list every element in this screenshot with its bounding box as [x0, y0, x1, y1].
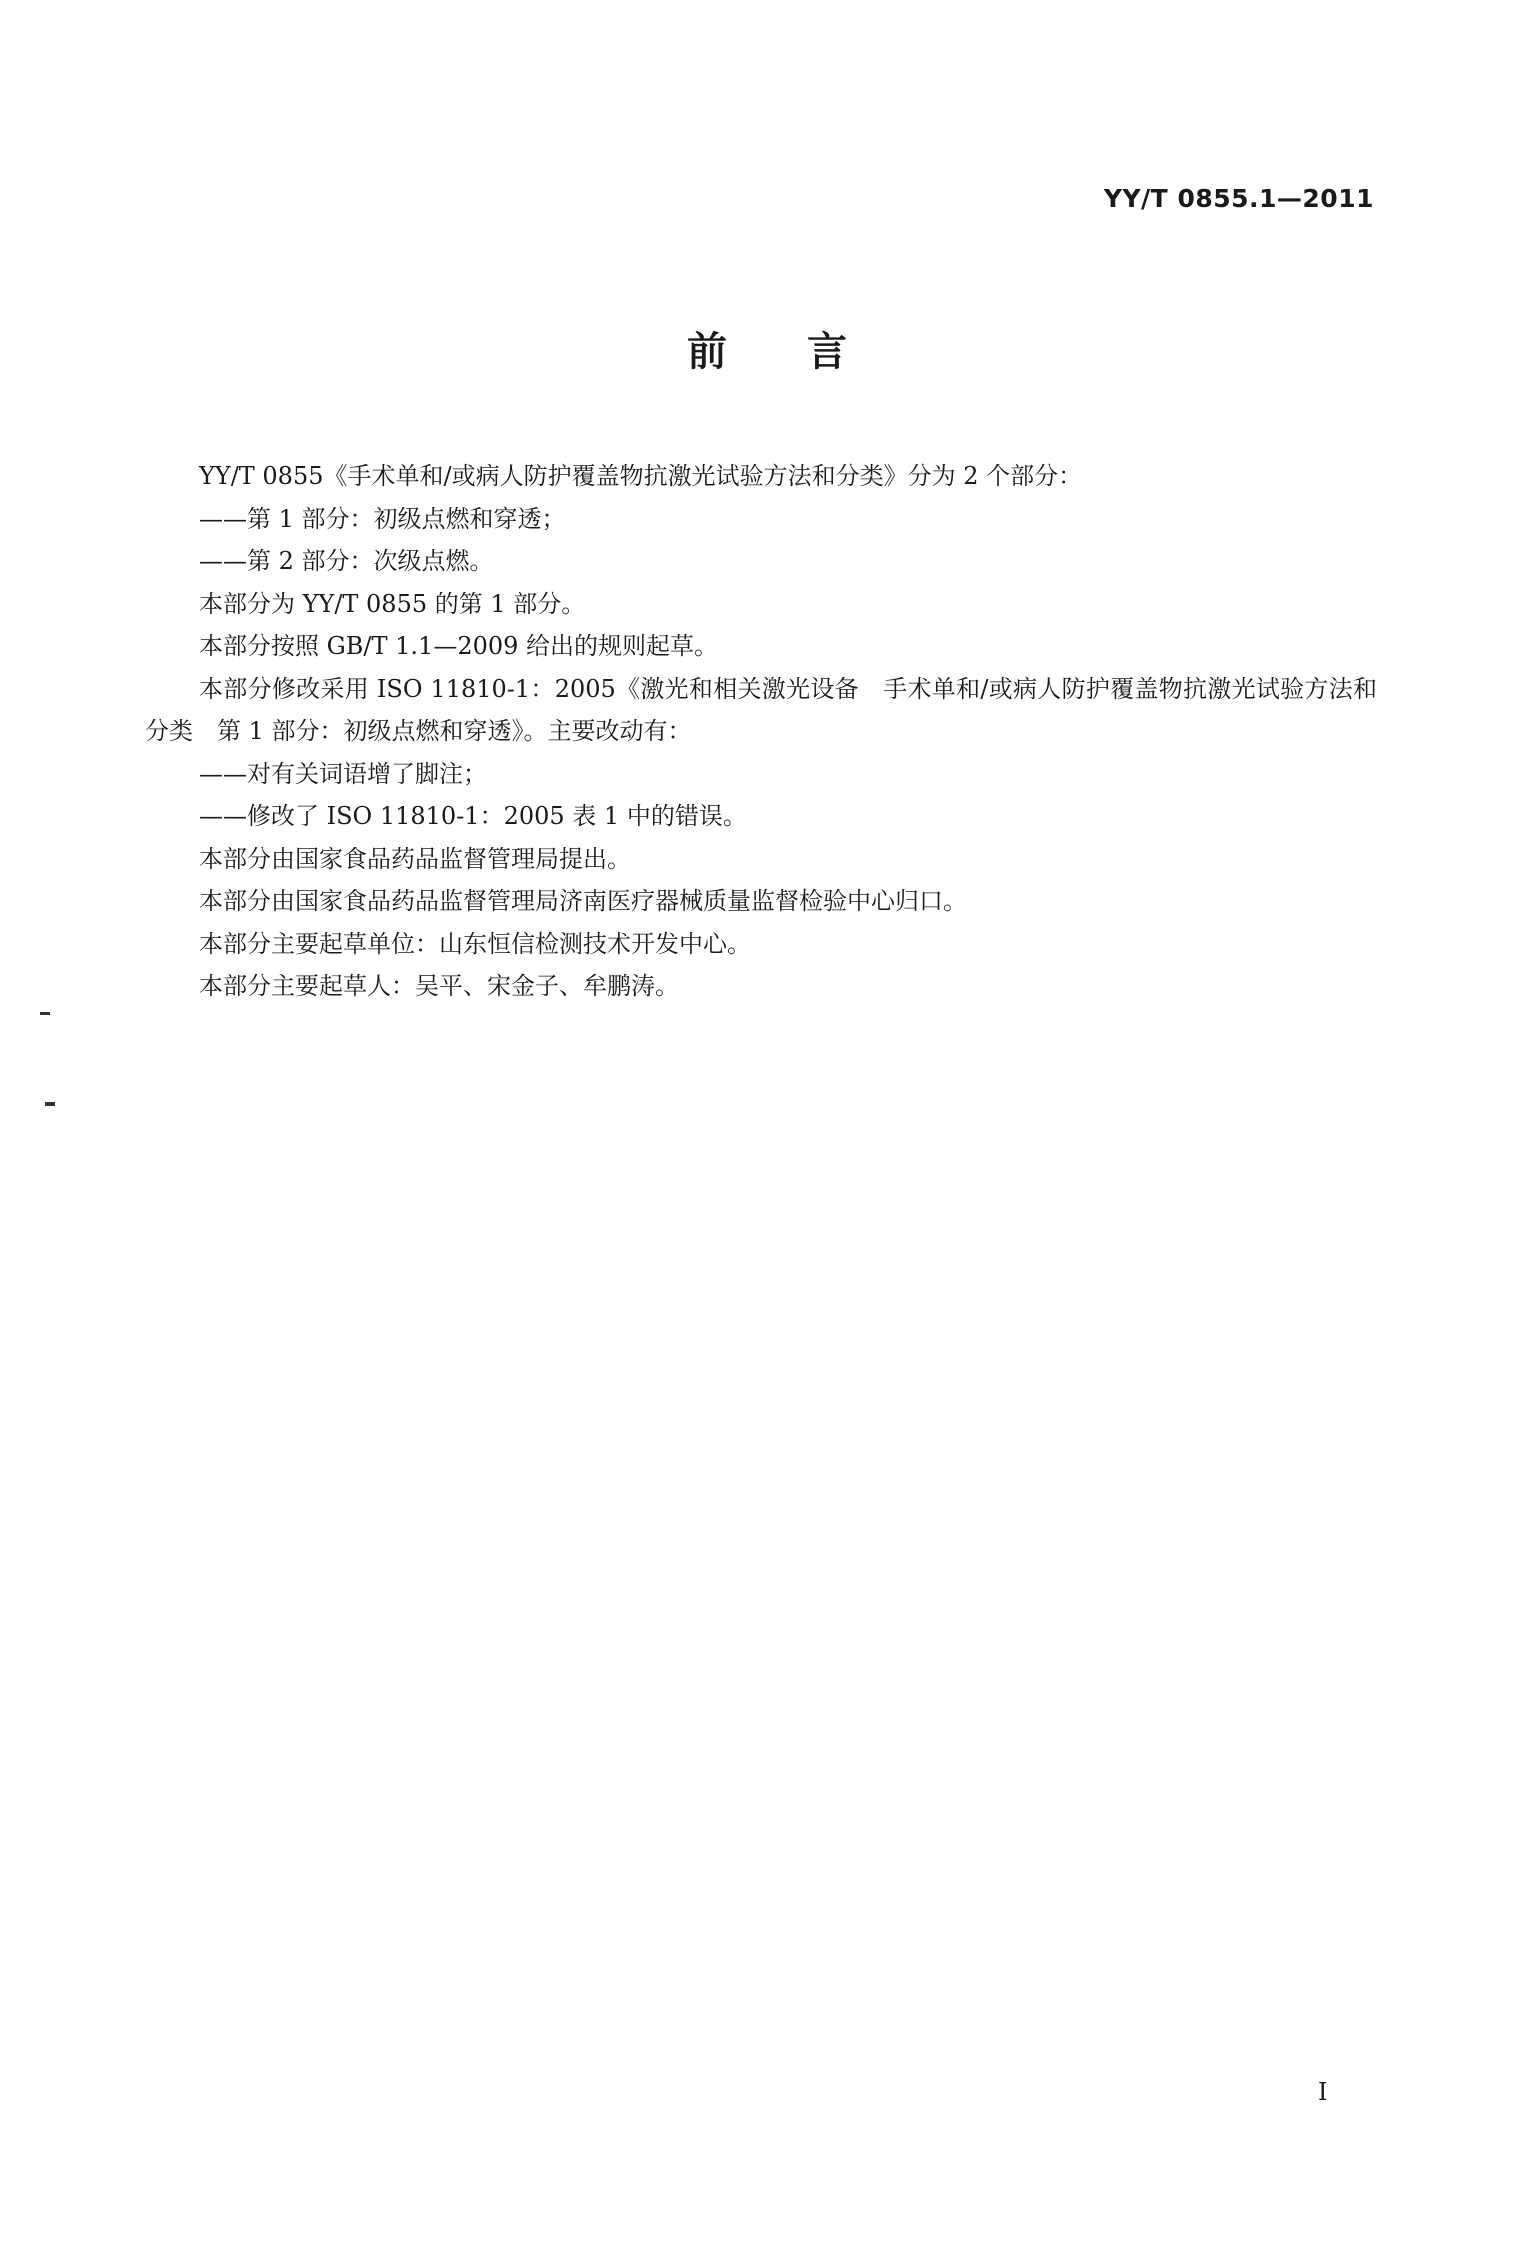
- paragraph-parts-intro: YY/T 0855《手术单和/或病人防护覆盖物抗激光试验方法和分类》分为 2 个部分：: [199, 462, 1083, 490]
- page-number: I: [1318, 2078, 1328, 2106]
- paragraph-drafting-unit: 本部分主要起草单位：山东恒信检测技术开发中心。: [199, 929, 751, 958]
- page-title: 前言: [687, 329, 927, 375]
- paragraph-part-2: ——第 2 部分：次级点燃。: [199, 547, 494, 575]
- paragraph-drafters: 本部分主要起草人：吴平、宋金子、牟鹏涛。: [199, 972, 679, 1000]
- paragraph-iso-adoption: 本部分修改采用 ISO 11810-1：2005《激光和相关激光设备 手术单和/或病人防护覆盖物抗激光试验方法和分类 第 1 部分：初级点燃和穿透》。主要改动有：: [145, 674, 1377, 745]
- paragraph-change-1: ——对有关词语增了脚注；: [199, 759, 487, 788]
- paragraph-proposed-by: 本部分由国家食品药品监督管理局提出。: [199, 844, 631, 873]
- foreword-body: [145, 455, 1377, 1008]
- paragraph-centralized-by: 本部分由国家食品药品监督管理局济南医疗器械质量监督检验中心归口。: [199, 887, 967, 915]
- paragraph-drafting-rules: 本部分按照 GB/T 1.1—2009 给出的规则起草。: [199, 632, 719, 660]
- scan-mark: [45, 1102, 55, 1106]
- scan-mark: [40, 1012, 50, 1015]
- paragraph-change-2: ——修改了 ISO 11810-1：2005 表 1 中的错误。: [199, 802, 747, 830]
- paragraph-part-1: ——第 1 部分：初级点燃和穿透；: [199, 504, 566, 533]
- standard-code: YY/T 0855.1—2011: [1103, 184, 1374, 213]
- paragraph-this-part: 本部分为 YY/T 0855 的第 1 部分。: [199, 589, 586, 618]
